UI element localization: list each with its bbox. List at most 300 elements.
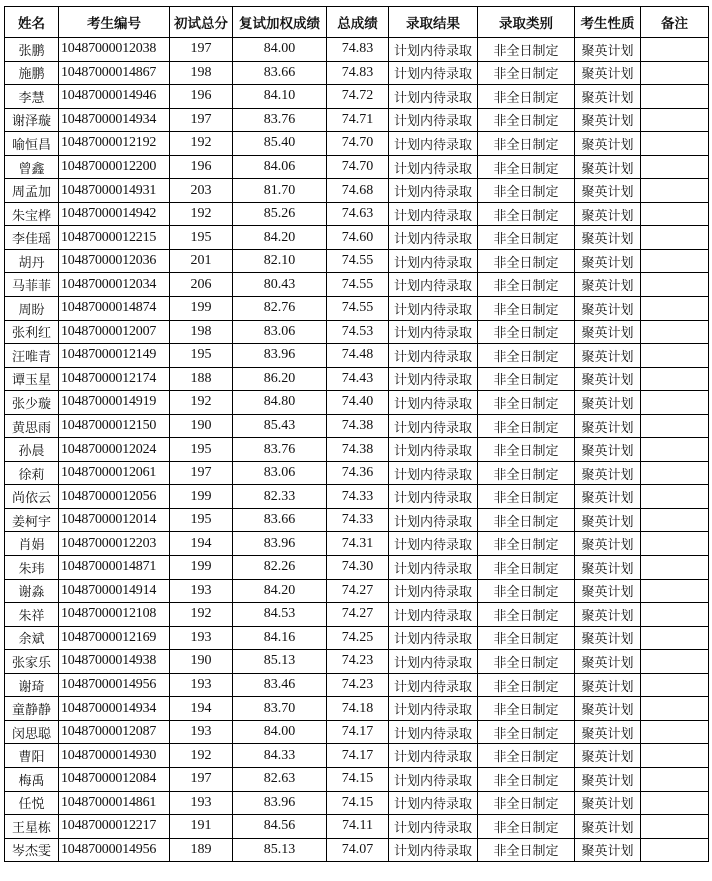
cell-candidate-nature: 聚英计划	[575, 155, 641, 179]
cell-total-score: 74.23	[327, 673, 389, 697]
cell-name: 施鹏	[5, 61, 59, 85]
cell-retest-weighted: 82.26	[233, 556, 327, 580]
cell-candidate-nature: 聚英计划	[575, 461, 641, 485]
cell-note	[641, 179, 709, 203]
cell-retest-weighted: 84.00	[233, 38, 327, 62]
cell-admission-category: 非全日制定	[478, 132, 575, 156]
cell-total-score: 74.11	[327, 815, 389, 839]
cell-candidate-id: 10487000012108	[59, 603, 170, 627]
cell-admission-result: 计划内待录取	[389, 85, 478, 109]
cell-admission-category: 非全日制定	[478, 414, 575, 438]
header-total-score: 总成绩	[327, 7, 389, 38]
table-row	[5, 697, 709, 721]
cell-candidate-id: 10487000012056	[59, 485, 170, 509]
cell-candidate-nature: 聚英计划	[575, 697, 641, 721]
cell-initial-score: 196	[170, 155, 233, 179]
cell-name: 马菲菲	[5, 273, 59, 297]
cell-candidate-id: 10487000012087	[59, 720, 170, 744]
cell-total-score: 74.07	[327, 838, 389, 862]
cell-total-score: 74.17	[327, 744, 389, 768]
cell-admission-category: 非全日制定	[478, 38, 575, 62]
cell-total-score: 74.30	[327, 556, 389, 580]
cell-note	[641, 132, 709, 156]
cell-candidate-id: 10487000012217	[59, 815, 170, 839]
table-row	[5, 249, 709, 273]
header-admission-result: 录取结果	[389, 7, 478, 38]
table-row	[5, 791, 709, 815]
cell-admission-result: 计划内待录取	[389, 61, 478, 85]
cell-total-score: 74.31	[327, 532, 389, 556]
cell-total-score: 74.68	[327, 179, 389, 203]
cell-candidate-nature: 聚英计划	[575, 650, 641, 674]
cell-admission-category: 非全日制定	[478, 744, 575, 768]
cell-initial-score: 193	[170, 626, 233, 650]
cell-initial-score: 192	[170, 132, 233, 156]
cell-retest-weighted: 86.20	[233, 367, 327, 391]
cell-note	[641, 508, 709, 532]
cell-candidate-id: 10487000014934	[59, 108, 170, 132]
header-note: 备注	[641, 7, 709, 38]
cell-candidate-nature: 聚英计划	[575, 61, 641, 85]
cell-candidate-nature: 聚英计划	[575, 179, 641, 203]
cell-note	[641, 320, 709, 344]
cell-note	[641, 61, 709, 85]
cell-candidate-id: 10487000014914	[59, 579, 170, 603]
table-row	[5, 626, 709, 650]
table-row	[5, 108, 709, 132]
cell-retest-weighted: 84.10	[233, 85, 327, 109]
cell-initial-score: 194	[170, 697, 233, 721]
cell-initial-score: 197	[170, 461, 233, 485]
table-row	[5, 226, 709, 250]
cell-total-score: 74.38	[327, 438, 389, 462]
cell-retest-weighted: 82.10	[233, 249, 327, 273]
cell-retest-weighted: 85.13	[233, 838, 327, 862]
cell-name: 徐莉	[5, 461, 59, 485]
cell-initial-score: 193	[170, 673, 233, 697]
cell-admission-category: 非全日制定	[478, 273, 575, 297]
cell-admission-category: 非全日制定	[478, 344, 575, 368]
cell-name: 孙晨	[5, 438, 59, 462]
cell-name: 曾鑫	[5, 155, 59, 179]
cell-name: 谭玉星	[5, 367, 59, 391]
cell-candidate-id: 10487000012203	[59, 532, 170, 556]
cell-admission-result: 计划内待录取	[389, 438, 478, 462]
cell-admission-category: 非全日制定	[478, 673, 575, 697]
cell-total-score: 74.72	[327, 85, 389, 109]
cell-name: 肖娟	[5, 532, 59, 556]
cell-initial-score: 195	[170, 438, 233, 462]
cell-candidate-nature: 聚英计划	[575, 438, 641, 462]
cell-initial-score: 193	[170, 791, 233, 815]
cell-admission-result: 计划内待录取	[389, 202, 478, 226]
cell-initial-score: 188	[170, 367, 233, 391]
cell-candidate-id: 10487000014934	[59, 697, 170, 721]
cell-admission-result: 计划内待录取	[389, 461, 478, 485]
cell-retest-weighted: 84.16	[233, 626, 327, 650]
cell-candidate-nature: 聚英计划	[575, 626, 641, 650]
cell-total-score: 74.23	[327, 650, 389, 674]
cell-retest-weighted: 82.33	[233, 485, 327, 509]
cell-note	[641, 226, 709, 250]
cell-retest-weighted: 82.76	[233, 297, 327, 321]
cell-name: 谢淼	[5, 579, 59, 603]
cell-total-score: 74.60	[327, 226, 389, 250]
cell-admission-result: 计划内待录取	[389, 650, 478, 674]
cell-initial-score: 198	[170, 320, 233, 344]
cell-candidate-nature: 聚英计划	[575, 38, 641, 62]
cell-candidate-nature: 聚英计划	[575, 202, 641, 226]
cell-candidate-id: 10487000012036	[59, 249, 170, 273]
cell-name: 梅禹	[5, 767, 59, 791]
cell-name: 李佳瑶	[5, 226, 59, 250]
table-row	[5, 202, 709, 226]
cell-name: 张利红	[5, 320, 59, 344]
cell-candidate-id: 10487000014956	[59, 673, 170, 697]
cell-initial-score: 189	[170, 838, 233, 862]
cell-admission-category: 非全日制定	[478, 603, 575, 627]
cell-note	[641, 697, 709, 721]
cell-candidate-nature: 聚英计划	[575, 815, 641, 839]
cell-note	[641, 815, 709, 839]
cell-candidate-id: 10487000012174	[59, 367, 170, 391]
cell-candidate-nature: 聚英计划	[575, 108, 641, 132]
cell-retest-weighted: 85.26	[233, 202, 327, 226]
cell-candidate-nature: 聚英计划	[575, 791, 641, 815]
cell-candidate-id: 10487000012169	[59, 626, 170, 650]
cell-note	[641, 485, 709, 509]
table-row	[5, 132, 709, 156]
cell-admission-category: 非全日制定	[478, 791, 575, 815]
cell-note	[641, 579, 709, 603]
cell-note	[641, 414, 709, 438]
cell-retest-weighted: 83.96	[233, 532, 327, 556]
cell-candidate-nature: 聚英计划	[575, 720, 641, 744]
cell-total-score: 74.63	[327, 202, 389, 226]
cell-candidate-nature: 聚英计划	[575, 414, 641, 438]
table-row	[5, 720, 709, 744]
cell-admission-result: 计划内待录取	[389, 297, 478, 321]
cell-total-score: 74.53	[327, 320, 389, 344]
cell-initial-score: 197	[170, 38, 233, 62]
header-initial-score: 初试总分	[170, 7, 233, 38]
cell-name: 张鹏	[5, 38, 59, 62]
cell-admission-category: 非全日制定	[478, 367, 575, 391]
cell-name: 朱祥	[5, 603, 59, 627]
cell-total-score: 74.55	[327, 249, 389, 273]
cell-candidate-id: 10487000014867	[59, 61, 170, 85]
cell-total-score: 74.38	[327, 414, 389, 438]
cell-total-score: 74.70	[327, 132, 389, 156]
cell-note	[641, 461, 709, 485]
cell-note	[641, 650, 709, 674]
cell-candidate-id: 10487000014874	[59, 297, 170, 321]
cell-admission-category: 非全日制定	[478, 202, 575, 226]
cell-note	[641, 626, 709, 650]
cell-candidate-id: 10487000012038	[59, 38, 170, 62]
cell-retest-weighted: 83.06	[233, 320, 327, 344]
cell-admission-category: 非全日制定	[478, 85, 575, 109]
cell-note	[641, 155, 709, 179]
cell-candidate-nature: 聚英计划	[575, 603, 641, 627]
cell-candidate-nature: 聚英计划	[575, 367, 641, 391]
cell-initial-score: 203	[170, 179, 233, 203]
cell-total-score: 74.40	[327, 391, 389, 415]
cell-name: 朱宝桦	[5, 202, 59, 226]
cell-retest-weighted: 83.06	[233, 461, 327, 485]
cell-retest-weighted: 80.43	[233, 273, 327, 297]
table-row	[5, 532, 709, 556]
cell-note	[641, 838, 709, 862]
cell-candidate-nature: 聚英计划	[575, 532, 641, 556]
cell-retest-weighted: 83.76	[233, 108, 327, 132]
cell-admission-category: 非全日制定	[478, 179, 575, 203]
cell-initial-score: 199	[170, 556, 233, 580]
cell-name: 余斌	[5, 626, 59, 650]
cell-candidate-id: 10487000012034	[59, 273, 170, 297]
cell-retest-weighted: 84.56	[233, 815, 327, 839]
cell-admission-category: 非全日制定	[478, 767, 575, 791]
table-row	[5, 414, 709, 438]
cell-candidate-nature: 聚英计划	[575, 391, 641, 415]
cell-retest-weighted: 83.70	[233, 697, 327, 721]
cell-name: 周盼	[5, 297, 59, 321]
cell-retest-weighted: 84.53	[233, 603, 327, 627]
cell-admission-result: 计划内待录取	[389, 767, 478, 791]
cell-retest-weighted: 84.20	[233, 226, 327, 250]
cell-note	[641, 720, 709, 744]
cell-retest-weighted: 82.63	[233, 767, 327, 791]
cell-admission-result: 计划内待录取	[389, 226, 478, 250]
cell-candidate-id: 10487000014956	[59, 838, 170, 862]
cell-candidate-id: 10487000012215	[59, 226, 170, 250]
cell-total-score: 74.43	[327, 367, 389, 391]
cell-candidate-nature: 聚英计划	[575, 226, 641, 250]
cell-admission-result: 计划内待录取	[389, 155, 478, 179]
cell-initial-score: 199	[170, 297, 233, 321]
cell-total-score: 74.83	[327, 38, 389, 62]
cell-total-score: 74.25	[327, 626, 389, 650]
table-row	[5, 85, 709, 109]
cell-admission-result: 计划内待录取	[389, 720, 478, 744]
cell-total-score: 74.18	[327, 697, 389, 721]
table-row	[5, 744, 709, 768]
cell-initial-score: 192	[170, 603, 233, 627]
cell-admission-category: 非全日制定	[478, 61, 575, 85]
cell-admission-result: 计划内待录取	[389, 108, 478, 132]
cell-admission-category: 非全日制定	[478, 720, 575, 744]
cell-initial-score: 191	[170, 815, 233, 839]
cell-note	[641, 202, 709, 226]
cell-admission-category: 非全日制定	[478, 391, 575, 415]
cell-candidate-id: 10487000012149	[59, 344, 170, 368]
table-row	[5, 179, 709, 203]
cell-candidate-id: 10487000014942	[59, 202, 170, 226]
cell-initial-score: 195	[170, 226, 233, 250]
cell-admission-result: 计划内待录取	[389, 579, 478, 603]
cell-retest-weighted: 84.33	[233, 744, 327, 768]
cell-candidate-id: 10487000012061	[59, 461, 170, 485]
cell-candidate-id: 10487000014861	[59, 791, 170, 815]
cell-admission-category: 非全日制定	[478, 249, 575, 273]
cell-note	[641, 273, 709, 297]
table-row	[5, 767, 709, 791]
cell-admission-result: 计划内待录取	[389, 320, 478, 344]
cell-candidate-id: 10487000014871	[59, 556, 170, 580]
cell-candidate-id: 10487000014931	[59, 179, 170, 203]
cell-retest-weighted: 84.20	[233, 579, 327, 603]
cell-candidate-nature: 聚英计划	[575, 273, 641, 297]
cell-admission-result: 计划内待录取	[389, 179, 478, 203]
header-candidate-id: 考生编号	[59, 7, 170, 38]
cell-candidate-nature: 聚英计划	[575, 344, 641, 368]
cell-total-score: 74.71	[327, 108, 389, 132]
cell-initial-score: 190	[170, 650, 233, 674]
cell-note	[641, 532, 709, 556]
cell-candidate-id: 10487000012007	[59, 320, 170, 344]
cell-candidate-nature: 聚英计划	[575, 556, 641, 580]
cell-admission-category: 非全日制定	[478, 461, 575, 485]
table-row	[5, 391, 709, 415]
cell-name: 姜柯宇	[5, 508, 59, 532]
cell-initial-score: 197	[170, 767, 233, 791]
cell-admission-category: 非全日制定	[478, 532, 575, 556]
cell-admission-category: 非全日制定	[478, 297, 575, 321]
cell-initial-score: 190	[170, 414, 233, 438]
cell-candidate-id: 10487000014938	[59, 650, 170, 674]
cell-candidate-id: 10487000012150	[59, 414, 170, 438]
cell-initial-score: 199	[170, 485, 233, 509]
table-row	[5, 297, 709, 321]
cell-note	[641, 603, 709, 627]
table-row	[5, 579, 709, 603]
cell-candidate-id: 10487000014946	[59, 85, 170, 109]
header-row	[5, 7, 709, 38]
admission-sheet	[4, 6, 708, 862]
cell-candidate-nature: 聚英计划	[575, 767, 641, 791]
cell-retest-weighted: 85.43	[233, 414, 327, 438]
cell-total-score: 74.15	[327, 791, 389, 815]
cell-name: 闵思聪	[5, 720, 59, 744]
cell-note	[641, 367, 709, 391]
cell-initial-score: 194	[170, 532, 233, 556]
table-row	[5, 438, 709, 462]
cell-total-score: 74.55	[327, 273, 389, 297]
cell-retest-weighted: 84.80	[233, 391, 327, 415]
cell-admission-category: 非全日制定	[478, 815, 575, 839]
cell-note	[641, 344, 709, 368]
cell-admission-category: 非全日制定	[478, 579, 575, 603]
cell-note	[641, 791, 709, 815]
cell-admission-result: 计划内待录取	[389, 532, 478, 556]
table-row	[5, 461, 709, 485]
cell-admission-result: 计划内待录取	[389, 367, 478, 391]
cell-note	[641, 249, 709, 273]
cell-retest-weighted: 83.46	[233, 673, 327, 697]
cell-admission-result: 计划内待录取	[389, 791, 478, 815]
cell-admission-result: 计划内待录取	[389, 273, 478, 297]
cell-admission-category: 非全日制定	[478, 438, 575, 462]
cell-candidate-nature: 聚英计划	[575, 85, 641, 109]
cell-name: 李慧	[5, 85, 59, 109]
cell-initial-score: 192	[170, 744, 233, 768]
cell-total-score: 74.70	[327, 155, 389, 179]
cell-name: 王星栋	[5, 815, 59, 839]
cell-initial-score: 197	[170, 108, 233, 132]
table-row	[5, 61, 709, 85]
cell-total-score: 74.27	[327, 603, 389, 627]
cell-name: 黄思雨	[5, 414, 59, 438]
cell-retest-weighted: 81.70	[233, 179, 327, 203]
cell-candidate-id: 10487000012014	[59, 508, 170, 532]
cell-total-score: 74.83	[327, 61, 389, 85]
header-admission-category: 录取类别	[478, 7, 575, 38]
table-row	[5, 367, 709, 391]
cell-candidate-nature: 聚英计划	[575, 838, 641, 862]
cell-retest-weighted: 84.06	[233, 155, 327, 179]
cell-name: 周孟加	[5, 179, 59, 203]
cell-initial-score: 196	[170, 85, 233, 109]
cell-admission-category: 非全日制定	[478, 320, 575, 344]
cell-note	[641, 767, 709, 791]
cell-name: 任悦	[5, 791, 59, 815]
cell-admission-category: 非全日制定	[478, 508, 575, 532]
cell-admission-result: 计划内待录取	[389, 603, 478, 627]
cell-note	[641, 556, 709, 580]
cell-initial-score: 193	[170, 720, 233, 744]
cell-note	[641, 744, 709, 768]
cell-initial-score: 198	[170, 61, 233, 85]
cell-admission-category: 非全日制定	[478, 108, 575, 132]
table-body	[5, 38, 709, 862]
cell-name: 谢琦	[5, 673, 59, 697]
cell-retest-weighted: 85.13	[233, 650, 327, 674]
cell-admission-result: 计划内待录取	[389, 414, 478, 438]
cell-admission-result: 计划内待录取	[389, 838, 478, 862]
cell-admission-category: 非全日制定	[478, 226, 575, 250]
cell-total-score: 74.55	[327, 297, 389, 321]
cell-admission-result: 计划内待录取	[389, 132, 478, 156]
cell-candidate-id: 10487000012024	[59, 438, 170, 462]
cell-initial-score: 195	[170, 344, 233, 368]
cell-retest-weighted: 83.96	[233, 344, 327, 368]
cell-name: 谢泽璇	[5, 108, 59, 132]
cell-admission-category: 非全日制定	[478, 838, 575, 862]
cell-total-score: 74.27	[327, 579, 389, 603]
cell-candidate-id: 10487000012192	[59, 132, 170, 156]
cell-admission-result: 计划内待录取	[389, 485, 478, 509]
table-row	[5, 603, 709, 627]
cell-candidate-nature: 聚英计划	[575, 485, 641, 509]
cell-admission-result: 计划内待录取	[389, 508, 478, 532]
cell-name: 汪唯青	[5, 344, 59, 368]
cell-initial-score: 192	[170, 391, 233, 415]
table-row	[5, 508, 709, 532]
cell-retest-weighted: 83.76	[233, 438, 327, 462]
cell-admission-result: 计划内待录取	[389, 744, 478, 768]
cell-admission-category: 非全日制定	[478, 155, 575, 179]
cell-note	[641, 438, 709, 462]
cell-total-score: 74.48	[327, 344, 389, 368]
cell-total-score: 74.33	[327, 485, 389, 509]
cell-retest-weighted: 83.96	[233, 791, 327, 815]
header-retest-weighted: 复试加权成绩	[233, 7, 327, 38]
cell-admission-result: 计划内待录取	[389, 38, 478, 62]
cell-name: 朱玮	[5, 556, 59, 580]
cell-candidate-nature: 聚英计划	[575, 320, 641, 344]
cell-initial-score: 193	[170, 579, 233, 603]
cell-admission-result: 计划内待录取	[389, 673, 478, 697]
